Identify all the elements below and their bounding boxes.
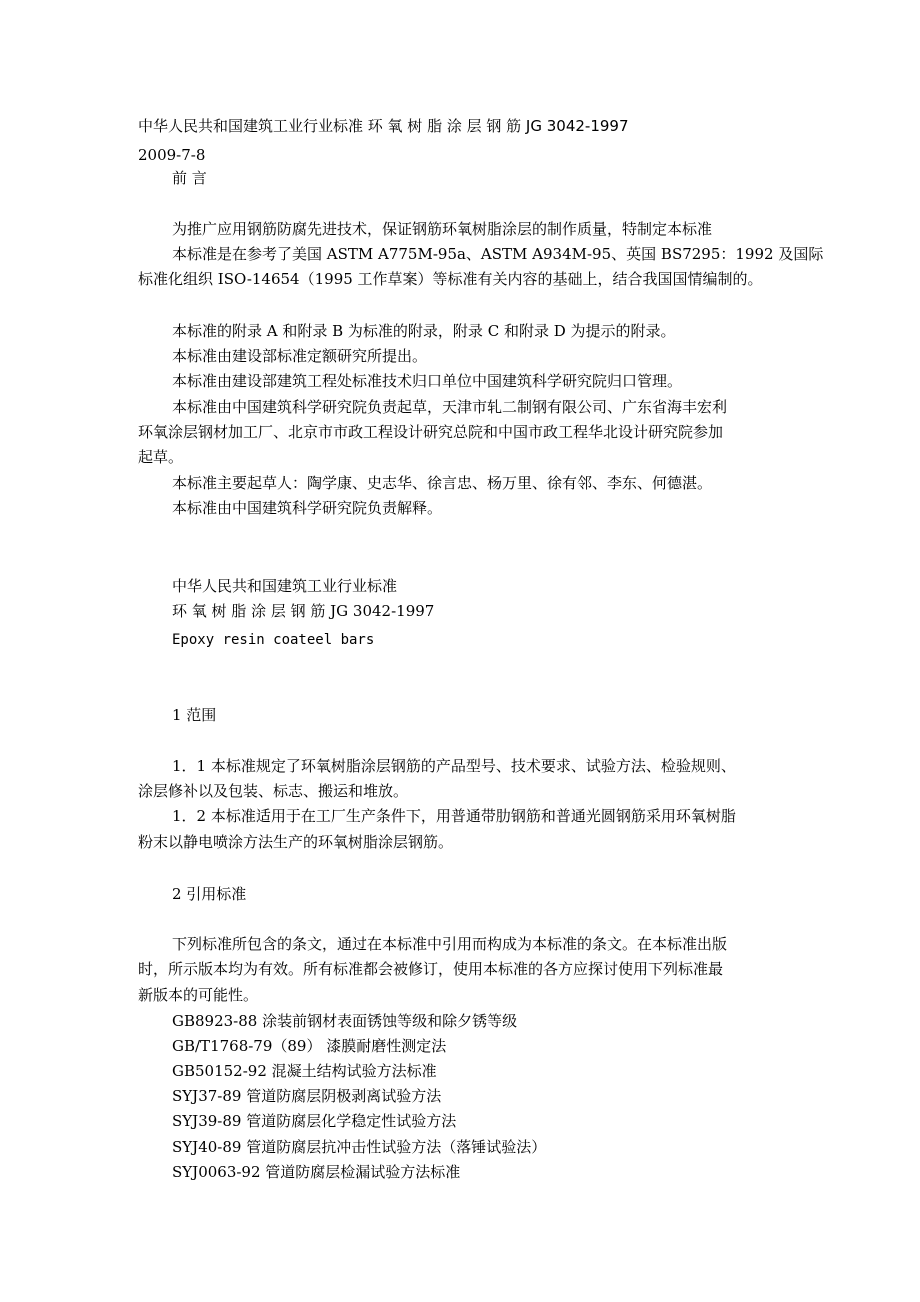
reference-item: GB/T1768-79（89） 漆膜耐磨性测定法 xyxy=(172,1037,447,1055)
foreword-paragraph: 本标准主要起草人：陶学康、史志华、徐言忠、杨万里、徐有邻、李东、何德湛。 xyxy=(172,474,713,492)
document-title: 中华人民共和国建筑工业行业标准 环 氧 树 脂 涂 层 钢 筋 JG 3042-1997 xyxy=(138,117,629,135)
reference-item: SYJ37-89 管道防腐层阴极剥离试验方法 xyxy=(172,1087,442,1105)
foreword-paragraph: 为推广应用钢筋防腐先进技术，保证钢筋环氧树脂涂层的制作质量，特制定本标准 xyxy=(172,220,713,238)
standard-english-name: Epoxy resin coateel bars xyxy=(172,632,375,648)
reference-item: GB8923-88 涂装前钢材表面锈蚀等级和除夕锈等级 xyxy=(172,1012,518,1030)
reference-item: SYJ40-89 管道防腐层抗冲击性试验方法（落锤试验法） xyxy=(172,1138,547,1156)
section-paragraph: 下列标准所包含的条文，通过在本标准中引用而构成为本标准的条文。在本标准出版 xyxy=(172,935,728,953)
section-paragraph: 时，所示版本均为有效。所有标准都会被修订，使用本标准的各方应探讨使用下列标准最 xyxy=(138,960,724,978)
clause-text: 1．1 本标准规定了环氧树脂涂层钢筋的产品型号、技术要求、试验方法、检验规则、 xyxy=(172,757,736,775)
section-heading: 1 范围 xyxy=(172,706,217,724)
foreword-paragraph: 本标准是在参考了美国 ASTM A775M-95a、ASTM A934M-95、英国 BS7295：1992 及国际 xyxy=(172,245,824,263)
standard-org: 中华人民共和国建筑工业行业标准 xyxy=(172,577,398,595)
standard-name: 环 氧 树 脂 涂 层 钢 筋 JG 3042-1997 xyxy=(172,602,435,620)
reference-item: SYJ39-89 管道防腐层化学稳定性试验方法 xyxy=(172,1112,457,1130)
clause-text: 涂层修补以及包装、标志、搬运和堆放。 xyxy=(138,782,409,800)
foreword-paragraph: 本标准由中国建筑科学研究院负责起草，天津市轧二制钢有限公司、广东省海丰宏利 xyxy=(172,398,728,416)
foreword-paragraph: 标准化组织 ISO-14654（1995 工作草案）等标准有关内容的基础上，结合我国国情编制的。 xyxy=(138,270,763,288)
clause-text: 粉末以静电喷涂方法生产的环氧树脂涂层钢筋。 xyxy=(138,833,454,851)
foreword-paragraph: 环氧涂层钢材加工厂、北京市市政工程设计研究总院和中国市政工程华北设计研究院参加 xyxy=(138,423,724,441)
clause-text: 1．2 本标准适用于在工厂生产条件下，用普通带肋钢筋和普通光圆钢筋采用环氧树脂 xyxy=(172,807,736,825)
reference-item: SYJ0063-92 管道防腐层检漏试验方法标准 xyxy=(172,1163,461,1181)
section-heading: 2 引用标准 xyxy=(172,885,247,903)
document-date: 2009-7-8 xyxy=(138,146,206,164)
reference-item: GB50152-92 混凝土结构试验方法标准 xyxy=(172,1062,437,1080)
foreword-paragraph: 本标准的附录 A 和附录 B 为标准的附录，附录 C 和附录 D 为提示的附录。 xyxy=(172,322,676,340)
foreword-heading: 前 言 xyxy=(172,169,207,187)
foreword-paragraph: 本标准由建设部建筑工程处标准技术归口单位中国建筑科学研究院归口管理。 xyxy=(172,372,683,390)
foreword-paragraph: 本标准由中国建筑科学研究院负责解释。 xyxy=(172,499,443,517)
section-paragraph: 新版本的可能性。 xyxy=(138,986,259,1004)
foreword-paragraph: 本标准由建设部标准定额研究所提出。 xyxy=(172,347,428,365)
foreword-paragraph: 起草。 xyxy=(138,448,184,466)
